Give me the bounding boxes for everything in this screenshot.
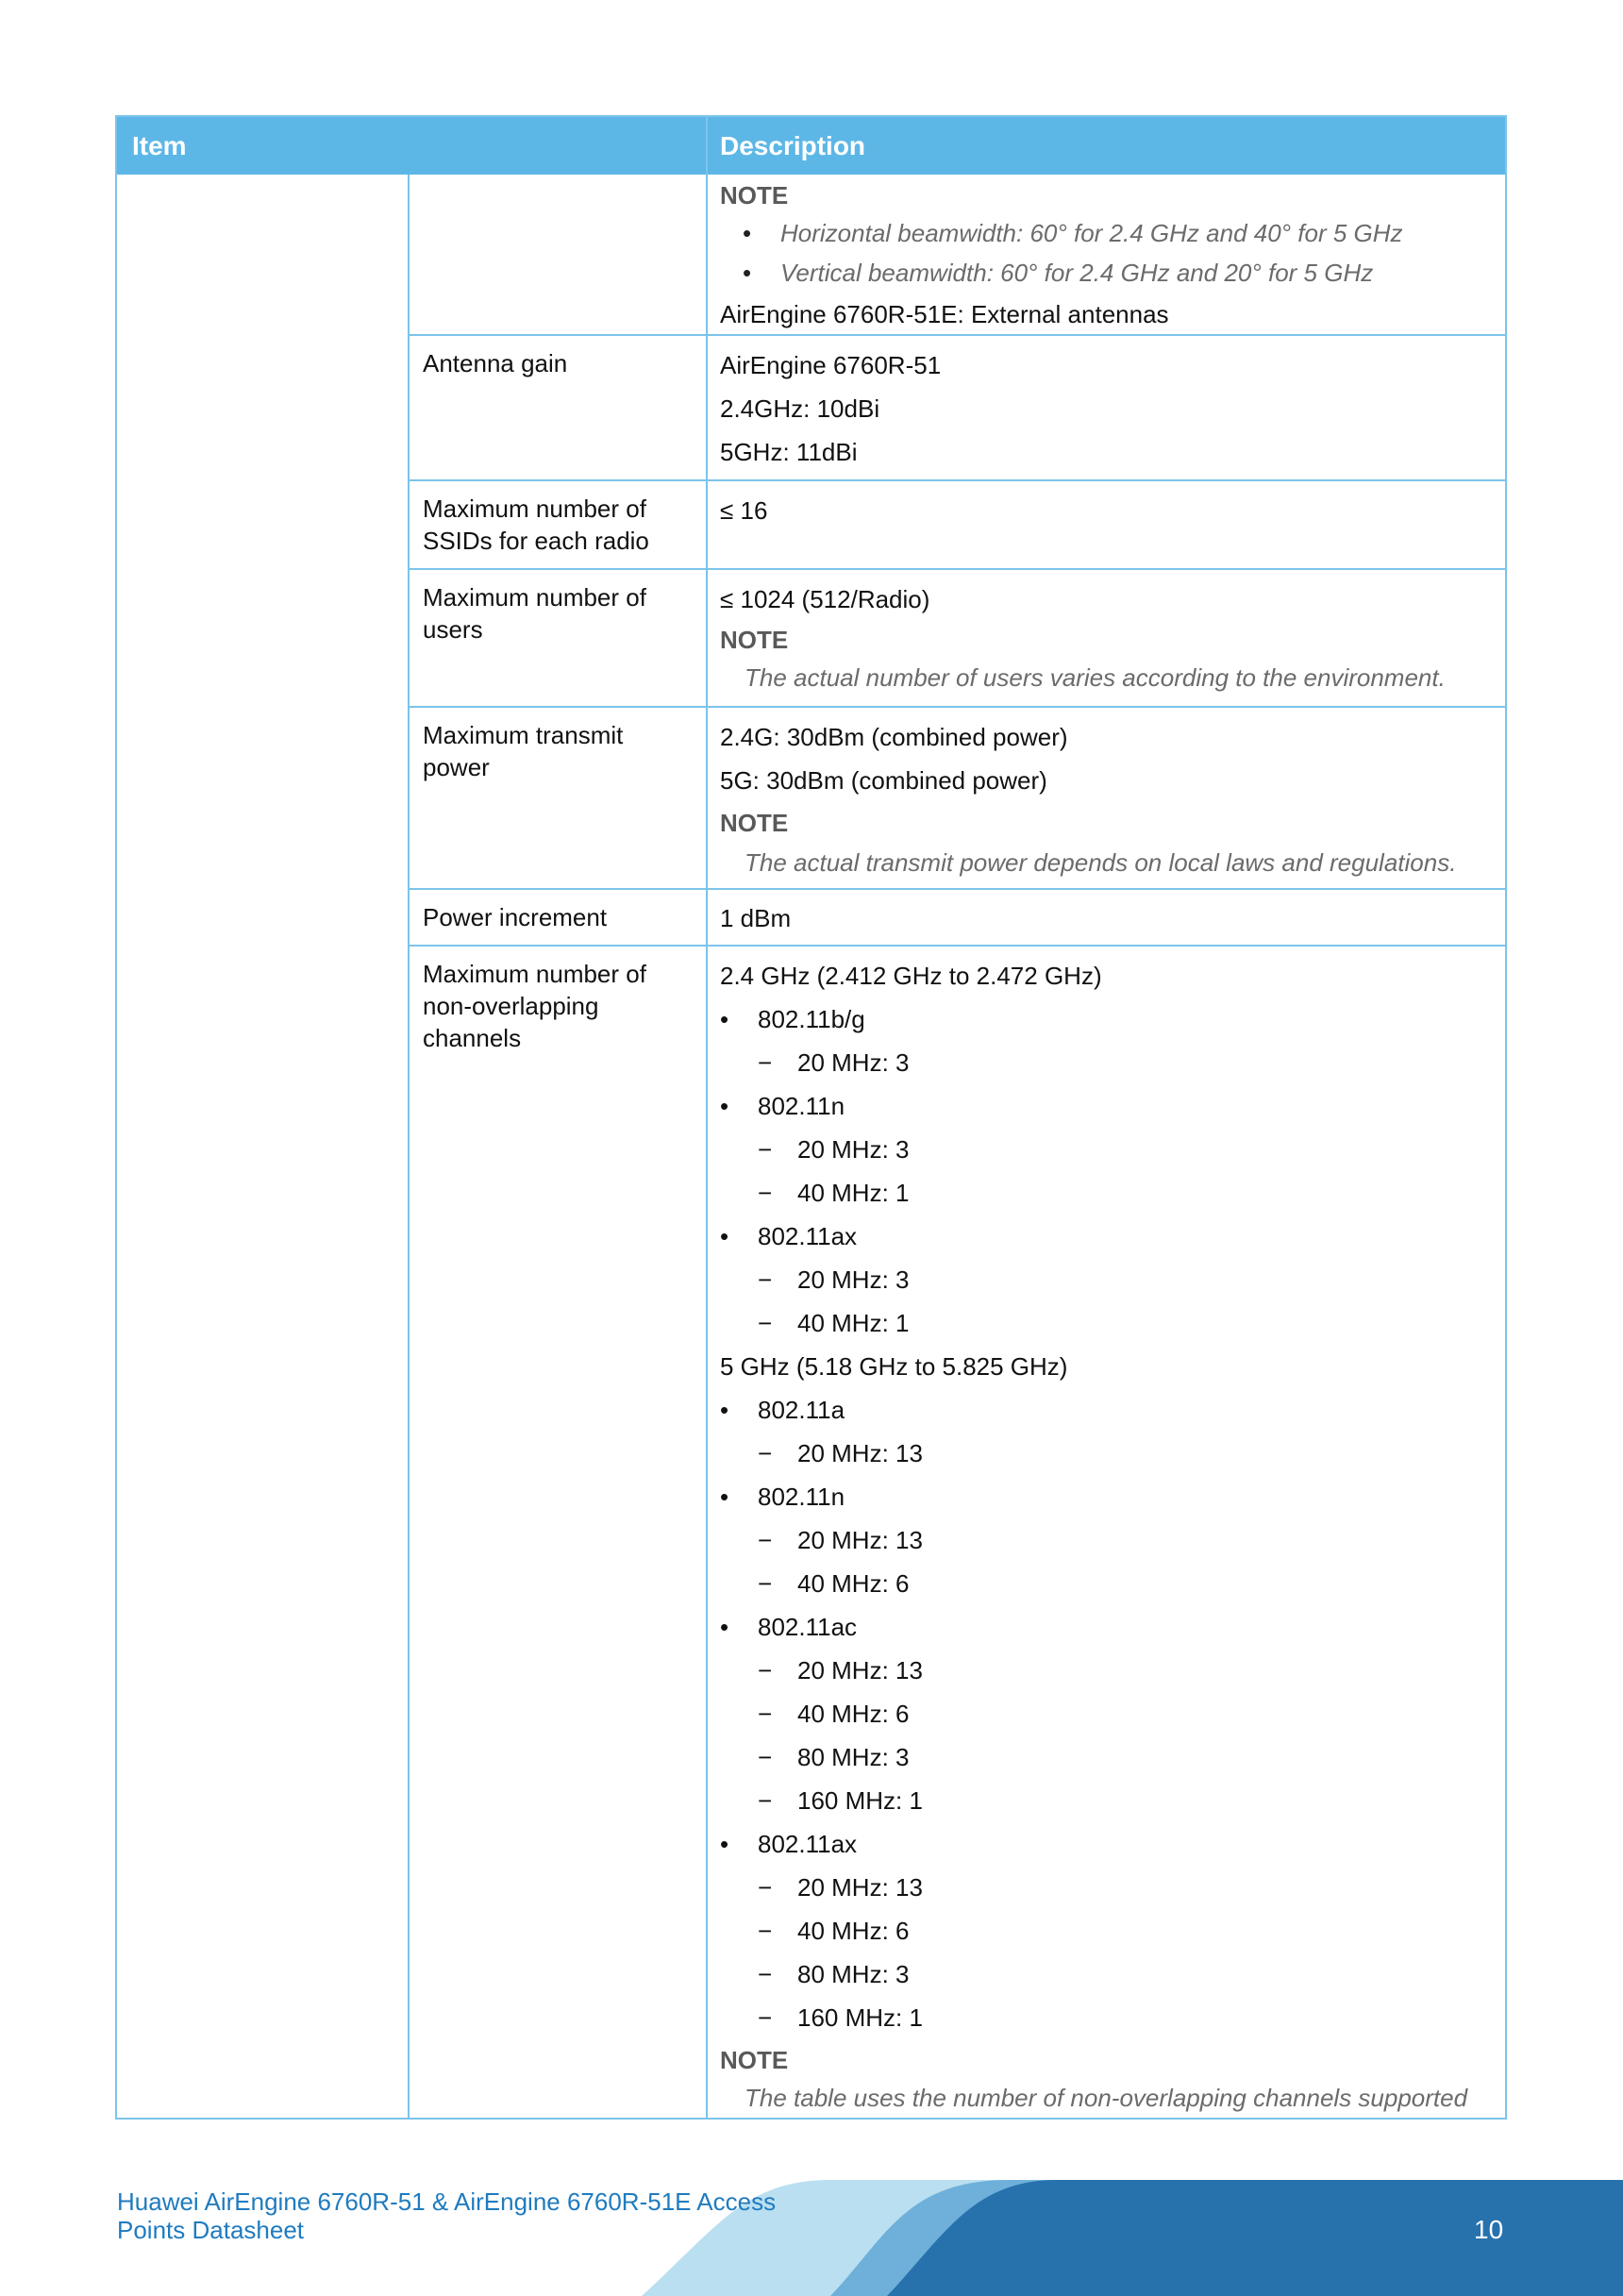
bullet-icon: • <box>720 1092 729 1120</box>
dash-icon: − <box>758 1917 773 1945</box>
channel-width-item: − 160 MHz: 1 <box>720 1996 1467 2039</box>
band-title: 2.4 GHz (2.412 GHz to 2.472 GHz) <box>720 962 1102 990</box>
dash-icon: − <box>758 1786 773 1815</box>
dash-icon: − <box>758 1743 773 1771</box>
item-power-increment: Power increment <box>423 903 608 931</box>
item-max-tx-power: Maximum transmit power <box>423 721 624 781</box>
channel-width-item: − 20 MHz: 3 <box>720 1128 1467 1171</box>
channel-width-item: − 20 MHz: 13 <box>720 1432 1467 1475</box>
external-antennas-text: AirEngine 6760R-51E: External antennas <box>720 300 1169 328</box>
power-increment-value: 1 dBm <box>720 904 792 932</box>
standard-item: • 802.11ax <box>720 1215 1467 1258</box>
dash-icon: − <box>758 1526 773 1554</box>
note-text: The actual number of users varies according to the environment. <box>745 663 1446 692</box>
wave-dark <box>887 2180 1623 2296</box>
beamwidth-cell <box>720 177 1403 336</box>
antenna-gain-line: 2.4GHz: 10dBi <box>720 394 880 423</box>
row-divider <box>408 479 1507 481</box>
channel-width-item: − 40 MHz: 1 <box>720 1171 1467 1215</box>
standard-item: • 802.11n <box>720 1084 1467 1128</box>
header-item: Item <box>132 131 187 160</box>
standard-item: • 802.11b/g <box>720 997 1467 1041</box>
row-divider <box>408 568 1507 570</box>
channel-width-item: − 40 MHz: 6 <box>720 1562 1467 1605</box>
dash-icon: − <box>758 2003 773 2032</box>
bullet-icon: • <box>720 1222 729 1250</box>
note-text: The actual transmit power depends on local laws and regulations. <box>745 848 1457 877</box>
standard-item: • 802.11a <box>720 1388 1467 1432</box>
dash-icon: − <box>758 1265 773 1294</box>
channel-width-item: − 20 MHz: 13 <box>720 1649 1467 1692</box>
band-title: 5 GHz (5.18 GHz to 5.825 GHz) <box>720 1352 1068 1381</box>
bullet-icon: • <box>720 1396 729 1424</box>
dash-icon: − <box>758 1700 773 1728</box>
channel-width-item: − 40 MHz: 6 <box>720 1692 1467 1735</box>
footer-doc-title: Huawei AirEngine 6760R-51 & AirEngine 6760R-51E Access Points Datasheet <box>117 2187 777 2244</box>
spec-table <box>115 115 1507 2120</box>
channel-width-item: − 80 MHz: 3 <box>720 1952 1467 1996</box>
channel-width-item: − 40 MHz: 6 <box>720 1909 1467 1952</box>
tx-power-line: 2.4G: 30dBm (combined power) <box>720 723 1068 751</box>
note-bullet: • Vertical beamwidth: 60° for 2.4 GHz and 20° for 5 GHz <box>720 253 1403 293</box>
standard-item: • 802.11ac <box>720 1605 1467 1649</box>
antenna-gain-line: 5GHz: 11dBi <box>720 438 858 466</box>
note-label: NOTE <box>720 626 789 654</box>
dash-icon: − <box>758 1873 773 1902</box>
bullet-icon: • <box>743 219 752 247</box>
antenna-gain-line: AirEngine 6760R-51 <box>720 351 942 379</box>
dash-icon: − <box>758 1569 773 1598</box>
channel-width-item: − 40 MHz: 1 <box>720 1301 1467 1345</box>
channel-width-item: − 20 MHz: 13 <box>720 1866 1467 1909</box>
note-label: NOTE <box>720 181 789 209</box>
dash-icon: − <box>758 1960 773 1988</box>
channel-width-item: − 80 MHz: 3 <box>720 1735 1467 1779</box>
channels-values <box>720 954 1467 2115</box>
item-channels: Maximum number of non-overlapping channels <box>423 960 646 1052</box>
note-text: The table uses the number of non-overlapping channels supported <box>745 2084 1468 2112</box>
channel-width-item: − 20 MHz: 3 <box>720 1041 1467 1084</box>
dash-icon: − <box>758 1179 773 1207</box>
note-label: NOTE <box>720 2046 789 2074</box>
channel-width-item: − 20 MHz: 13 <box>720 1518 1467 1562</box>
row-divider <box>408 706 1507 708</box>
max-users-values <box>720 578 1446 696</box>
row-divider <box>408 945 1507 947</box>
bullet-icon: • <box>720 1005 729 1033</box>
bullet-icon: • <box>720 1613 729 1641</box>
column-divider-desc <box>706 117 708 2120</box>
standard-item: • 802.11n <box>720 1475 1467 1518</box>
dash-icon: − <box>758 1135 773 1164</box>
max-users-value: ≤ 1024 (512/Radio) <box>720 585 930 613</box>
max-ssids-value: ≤ 16 <box>720 496 768 525</box>
channel-width-item: − 160 MHz: 1 <box>720 1779 1467 1822</box>
bullet-icon: • <box>743 259 752 287</box>
max-tx-power-values <box>720 715 1456 881</box>
dash-icon: − <box>758 1048 773 1077</box>
dash-icon: − <box>758 1309 773 1337</box>
dash-icon: − <box>758 1439 773 1467</box>
item-max-ssids: Maximum number of SSIDs for each radio <box>423 494 649 555</box>
channel-width-item: − 20 MHz: 3 <box>720 1258 1467 1301</box>
item-antenna-gain: Antenna gain <box>423 349 568 377</box>
tx-power-line: 5G: 30dBm (combined power) <box>720 766 1047 795</box>
column-divider-sub <box>408 175 410 2120</box>
header-description: Description <box>720 131 866 160</box>
bullet-icon: • <box>720 1483 729 1511</box>
note-label: NOTE <box>720 809 789 837</box>
band-5-list <box>720 1388 1467 2039</box>
band-24-list <box>720 997 1467 1345</box>
page-number: 10 <box>1474 2215 1504 2244</box>
standard-item: • 802.11ax <box>720 1822 1467 1866</box>
antenna-gain-values <box>720 344 941 474</box>
table-header <box>117 117 1505 175</box>
bullet-icon: • <box>720 1830 729 1858</box>
item-max-users: Maximum number of users <box>423 583 646 644</box>
dash-icon: − <box>758 1656 773 1684</box>
row-divider <box>408 888 1507 890</box>
note-bullet: • Horizontal beamwidth: 60° for 2.4 GHz and 40° for 5 GHz <box>720 213 1403 253</box>
